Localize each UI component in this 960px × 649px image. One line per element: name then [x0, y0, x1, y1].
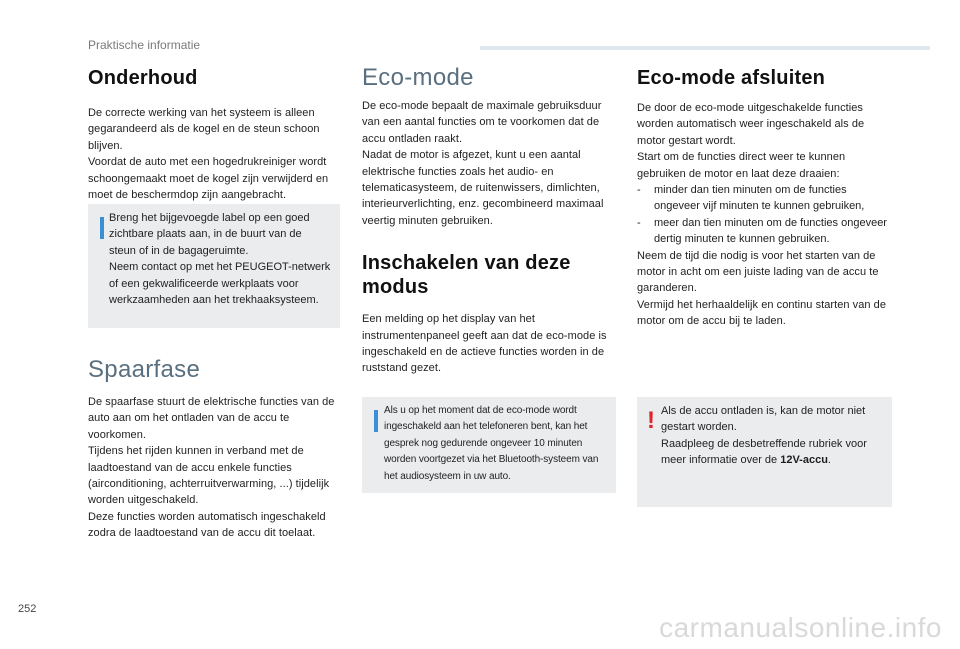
watermark: carmanualsonline.info — [659, 612, 942, 643]
warning-box-accu — [637, 397, 892, 507]
list-dash: - — [637, 216, 641, 229]
paragraph-spaarfase: De spaarfase stuurt de elektrische functies van de auto aan om het ontladen van de accu te voorkomen. Tijdens het rijden kunnen in verband met de laadtoestand van de accu enkele functies (airconditioning, achterruitverwarming, ...) tijdelijk worden uitgeschakeld. Deze functies worden automatisch ingeschakeld zodra de laadtoestand van de accu dit toelaat. — [88, 396, 335, 540]
heading-inschakelen: Inschakelen van deze modus — [362, 252, 571, 299]
heading-spaarfase: Spaarfase — [88, 356, 201, 383]
function-duration-list — [637, 182, 892, 248]
list-item-text: minder dan tien minuten om de functies ongeveer vijf minuten te kunnen gebruiken, — [654, 184, 865, 213]
warning-icon: ! — [647, 407, 655, 434]
paragraph-onderhoud: De correcte werking van het systeem is alleen gegarandeerd als de kogel en de steun schoon blijven. Voordat de auto met een hogedrukreiniger wordt schoongemaakt moet de kogel zijn verwijderd en moet de beschermdop zijn aangebracht. — [88, 107, 329, 202]
column-eco-mode-afsluiten — [637, 62, 892, 330]
column-spaarfase — [88, 356, 340, 542]
info-box-text: Breng het bijgevoegde label op een goed zichtbare plaats aan, in de buurt van de steun of in de bagageruimte. Neem contact op met het PEUGEOT-netwerk of een gekwalificeerde werkplaats voor werkzaamheden aan het trekhaaksysteem. — [109, 212, 331, 307]
info-box-text: Als u op het moment dat de eco-mode wordt ingeschakeld aan het telefoneren bent, kan het gesprek nog gedurende ongeveer 10 minuten worden voortgezet via het Bluetooth-systeem van het audiosysteem in uw auto. — [384, 405, 599, 482]
paragraph-inschakelen: Een melding op het display van het instrumentenpaneel geeft aan dat de eco-mode is ingeschakeld en de actieve functies worden in de ruststand gezet. — [362, 313, 607, 375]
header-bar — [480, 46, 930, 50]
section-label: Praktische informatie — [88, 38, 201, 52]
heading-eco-mode: Eco-mode — [362, 64, 474, 91]
list-item — [637, 182, 892, 215]
warning-box-text — [661, 403, 886, 469]
heading-eco-mode-afsluiten: Eco-mode afsluiten — [637, 67, 826, 89]
info-icon — [94, 216, 110, 240]
paragraph-eco-mode: De eco-mode bepaalt de maximale gebruiksduur van een aantal functies om te voorkomen dat de accu ontladen raakt. Nadat de motor is afgezet, kunt u een aantal elektrische functies zoals het audio- en telematicasysteem, de ruitenwissers, dimlichten, interieurverlichting, enz. gecombineerd maximaal veertig minuten gebruiken. — [362, 100, 604, 227]
warning-text-end: . — [827, 454, 831, 467]
paragraph-afsluiten: De door de eco-mode uitgeschakelde functies worden automatisch weer ingeschakeld als de motor gestart wordt. Start om de functies direct weer te kunnen gebruiken de motor en laat deze draaien: — [637, 102, 865, 180]
column-eco-mode — [362, 62, 616, 377]
info-box-label — [88, 204, 340, 328]
warning-text: Als de accu ontladen is, kan de motor niet gestart worden. Raadpleeg de desbetreffende rubriek voor meer informatie over de — [661, 405, 867, 467]
info-box-telefoneren — [362, 397, 616, 493]
list-item-text: meer dan tien minuten om de functies ongeveer dertig minuten te kunnen gebruiken. — [654, 216, 887, 246]
list-item — [637, 215, 892, 248]
info-icon — [368, 409, 384, 433]
column-onderhoud — [88, 62, 340, 203]
list-dash: - — [637, 184, 641, 197]
paragraph-afsluiten-2: Neem de tijd die nodig is voor het starten van de motor in acht om een juiste lading van de accu te garanderen. Vermijd het herhaaldelijk en continu starten van de motor om de accu bij te laden. — [637, 249, 886, 328]
page-number: 252 — [18, 603, 37, 615]
warning-text-bold: 12V-accu — [780, 454, 828, 467]
heading-onderhoud: Onderhoud — [88, 67, 198, 89]
